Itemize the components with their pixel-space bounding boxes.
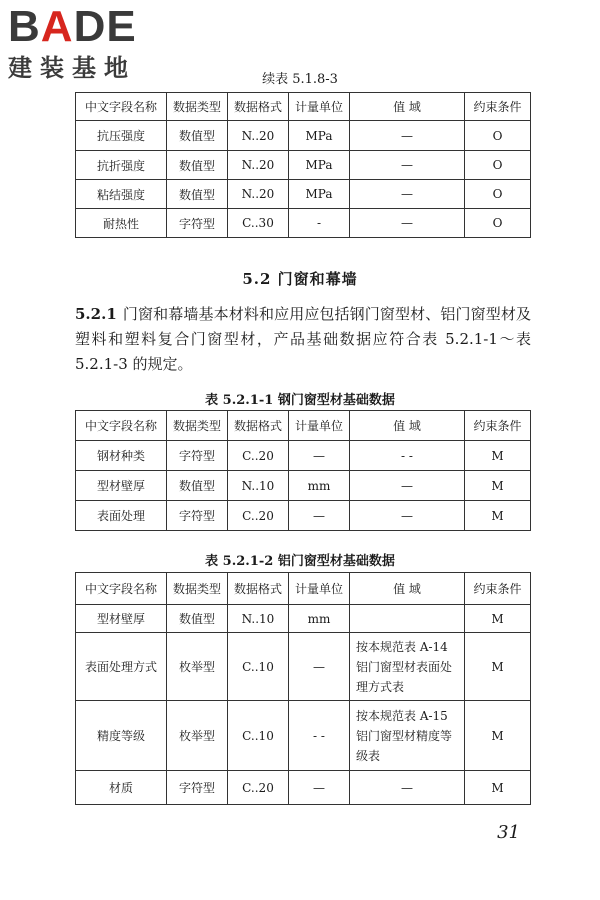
table-cell: mm bbox=[289, 471, 350, 501]
table-cell: M bbox=[465, 605, 531, 633]
table-cell: MPa bbox=[289, 180, 350, 209]
table-row bbox=[76, 471, 531, 501]
table-row bbox=[76, 701, 531, 771]
table-row bbox=[76, 151, 531, 180]
table-cell: 钢材种类 bbox=[76, 441, 167, 471]
table-continued bbox=[75, 92, 531, 238]
table-cell: — bbox=[350, 151, 465, 180]
table-row bbox=[76, 771, 531, 805]
header-cell: 约束条件 bbox=[465, 93, 531, 121]
table-cell: — bbox=[350, 209, 465, 238]
table-cell: N..10 bbox=[228, 605, 289, 633]
table-row bbox=[76, 501, 531, 531]
table-cell: 数值型 bbox=[167, 121, 228, 151]
table-cell: — bbox=[289, 771, 350, 805]
table-cell: M bbox=[465, 771, 531, 805]
header-cell: 计量单位 bbox=[289, 411, 350, 441]
header-cell: 数据格式 bbox=[228, 573, 289, 605]
table-cell: 型材壁厚 bbox=[76, 471, 167, 501]
table-cell: 粘结强度 bbox=[76, 180, 167, 209]
table-cell: 字符型 bbox=[167, 441, 228, 471]
table-cell: N..20 bbox=[228, 151, 289, 180]
table-cell: C..10 bbox=[228, 633, 289, 701]
table-cell: 数值型 bbox=[167, 180, 228, 209]
table-cell: mm bbox=[289, 605, 350, 633]
logo-subtitle: 建装基地 bbox=[8, 54, 136, 82]
table-cell: 精度等级 bbox=[76, 701, 167, 771]
header-cell: 中文字段名称 bbox=[76, 573, 167, 605]
table-cell: - - bbox=[350, 441, 465, 471]
table-cell: 材质 bbox=[76, 771, 167, 805]
table-cell: C..10 bbox=[228, 701, 289, 771]
table-cell: C..20 bbox=[228, 441, 289, 471]
table-cell: 字符型 bbox=[167, 771, 228, 805]
table-row bbox=[76, 441, 531, 471]
table-cell: M bbox=[465, 501, 531, 531]
table-header-row bbox=[76, 573, 531, 605]
table-header-row bbox=[76, 93, 531, 121]
header-cell: 计量单位 bbox=[289, 93, 350, 121]
table-cell: M bbox=[465, 471, 531, 501]
header-cell: 数据类型 bbox=[167, 93, 228, 121]
table-cell: MPa bbox=[289, 151, 350, 180]
continued-table-caption: 续表 5.1.8-3 bbox=[262, 72, 338, 87]
table-cell: C..20 bbox=[228, 501, 289, 531]
table-cell: M bbox=[465, 633, 531, 701]
table-cell: O bbox=[465, 180, 531, 209]
table-cell: 按本规范表 A-15 铝门窗型材精度等级表 bbox=[350, 701, 465, 771]
table-cell: 枚举型 bbox=[167, 701, 228, 771]
table-cell: 抗折强度 bbox=[76, 151, 167, 180]
section-heading: 5.2 门窗和幕墙 bbox=[242, 270, 358, 288]
header-cell: 约束条件 bbox=[465, 411, 531, 441]
table-cell: C..30 bbox=[228, 209, 289, 238]
table-cell: — bbox=[289, 501, 350, 531]
clause-number: 5.2.1 bbox=[75, 305, 117, 323]
table-cell: — bbox=[350, 121, 465, 151]
table-cell: O bbox=[465, 209, 531, 238]
table-cell: MPa bbox=[289, 121, 350, 151]
header-cell: 计量单位 bbox=[289, 573, 350, 605]
table-header-row bbox=[76, 411, 531, 441]
table-cell: 字符型 bbox=[167, 501, 228, 531]
table-cell: - bbox=[289, 209, 350, 238]
table-row bbox=[76, 180, 531, 209]
header-cell: 值 域 bbox=[350, 411, 465, 441]
table-cell: N..20 bbox=[228, 180, 289, 209]
table-cell: — bbox=[350, 180, 465, 209]
table-cell: O bbox=[465, 151, 531, 180]
table-caption: 表 5.2.1-2 铝门窗型材基础数据 bbox=[205, 554, 395, 569]
header-cell: 数据格式 bbox=[228, 93, 289, 121]
header-cell: 数据类型 bbox=[167, 411, 228, 441]
header-cell: 中文字段名称 bbox=[76, 93, 167, 121]
table-cell: 表面处理 bbox=[76, 501, 167, 531]
logo-wordmark: BADE bbox=[8, 2, 137, 51]
table-row bbox=[76, 121, 531, 151]
header-cell: 数据格式 bbox=[228, 411, 289, 441]
table-cell: O bbox=[465, 121, 531, 151]
clause-paragraph bbox=[75, 302, 531, 377]
table-cell: M bbox=[465, 701, 531, 771]
table-cell: — bbox=[350, 501, 465, 531]
table-cell: 按本规范表 A-14 铝门窗型材表面处理方式表 bbox=[350, 633, 465, 701]
table-cell: — bbox=[350, 771, 465, 805]
table-row bbox=[76, 605, 531, 633]
table-row bbox=[76, 209, 531, 238]
table-caption: 表 5.2.1-1 钢门窗型材基础数据 bbox=[205, 393, 395, 408]
table-cell: 数值型 bbox=[167, 151, 228, 180]
table-cell: 表面处理方式 bbox=[76, 633, 167, 701]
table-cell: M bbox=[465, 441, 531, 471]
table-cell bbox=[350, 605, 465, 633]
header-cell: 值 域 bbox=[350, 93, 465, 121]
header-cell: 约束条件 bbox=[465, 573, 531, 605]
table-cell: 型材壁厚 bbox=[76, 605, 167, 633]
aluminium-profile-table bbox=[75, 572, 531, 805]
table-cell: 数值型 bbox=[167, 605, 228, 633]
table-cell: - - bbox=[289, 701, 350, 771]
table-cell: — bbox=[350, 471, 465, 501]
table-cell: 字符型 bbox=[167, 209, 228, 238]
table-row bbox=[76, 633, 531, 701]
table-cell: C..20 bbox=[228, 771, 289, 805]
clause-text: 门窗和幕墙基本材料和应用应包括钢门窗型材、铝门窗型材及塑料和塑料复合门窗型材，产品基础数据应符合表 5.2.1-1～表 5.2.1-3 的规定。 bbox=[75, 305, 531, 373]
table-cell: 耐热性 bbox=[76, 209, 167, 238]
steel-profile-table bbox=[75, 410, 531, 531]
page-number: 31 bbox=[497, 822, 520, 843]
table-cell: 枚举型 bbox=[167, 633, 228, 701]
table-cell: 抗压强度 bbox=[76, 121, 167, 151]
table-cell: N..10 bbox=[228, 471, 289, 501]
header-cell: 数据类型 bbox=[167, 573, 228, 605]
table-cell: — bbox=[289, 441, 350, 471]
table-cell: N..20 bbox=[228, 121, 289, 151]
table-cell: — bbox=[289, 633, 350, 701]
header-cell: 中文字段名称 bbox=[76, 411, 167, 441]
header-cell: 值 域 bbox=[350, 573, 465, 605]
table-cell: 数值型 bbox=[167, 471, 228, 501]
